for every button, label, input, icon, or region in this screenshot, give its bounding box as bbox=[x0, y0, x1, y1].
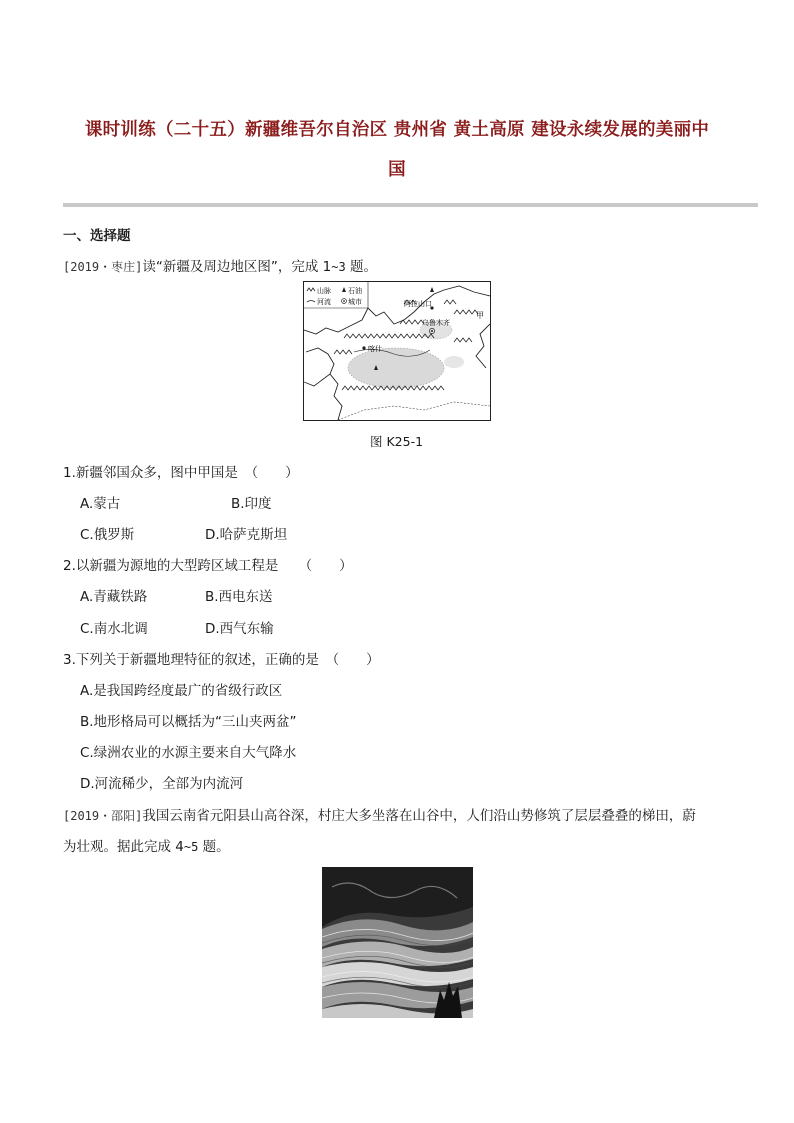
legend-oil: 石油 bbox=[348, 287, 362, 295]
map-caption: 图 K25-1 bbox=[370, 434, 424, 449]
intro-2-line-2 bbox=[63, 835, 230, 855]
q1-option-c: C.俄罗斯 bbox=[80, 527, 135, 543]
q3-option-b: B.地形格局可以概括为“三山夹两盆” bbox=[80, 714, 297, 730]
label-alashankou: 阿拉山口 bbox=[404, 300, 432, 308]
page-title bbox=[60, 110, 734, 190]
q2-option-a: A.青藏铁路 bbox=[80, 589, 148, 605]
question-1-stem: 1.新疆邻国众多，图中甲国是 （ ） bbox=[63, 465, 299, 481]
title-divider bbox=[63, 203, 758, 207]
map-drawing bbox=[304, 282, 490, 420]
terrace-photo bbox=[322, 867, 473, 1018]
question-3-stem: 3.下列关于新疆地理特征的叙述，正确的是 （ ） bbox=[63, 652, 380, 668]
q1-option-b: B.印度 bbox=[231, 496, 272, 512]
q1-option-d: D.哈萨克斯坦 bbox=[205, 527, 288, 543]
label-kashgar: 喀什 bbox=[368, 345, 382, 353]
terrace-photo-drawing bbox=[322, 867, 473, 1018]
legend-river: 河流 bbox=[317, 298, 331, 306]
intro-1-text-a: 读“新疆及周边地区图”，完成 1 bbox=[142, 259, 332, 275]
intro-2-text-a: 为壮观。据此完成 4 bbox=[63, 839, 184, 855]
intro-2-line-1 bbox=[63, 804, 696, 824]
source-tag-2: [2019・邵阳] bbox=[63, 809, 143, 823]
map-legend bbox=[304, 282, 368, 308]
title-line-2: 国 bbox=[388, 160, 406, 180]
intro-1-range: ~3 bbox=[331, 260, 346, 274]
q3-option-a: A.是我国跨经度最广的省级行政区 bbox=[80, 683, 283, 699]
intro-1 bbox=[63, 255, 377, 275]
xinjiang-map bbox=[303, 281, 491, 421]
intro-2-text-b: 题。 bbox=[198, 839, 230, 855]
q2-option-c: C.南水北调 bbox=[80, 621, 148, 637]
source-tag: [2019・枣庄] bbox=[63, 260, 143, 274]
q3-option-c: C.绿洲农业的水源主要来自大气降水 bbox=[80, 745, 297, 761]
legend-mountain: 山脉 bbox=[317, 287, 331, 295]
intro-2-text: 我国云南省元阳县山高谷深，村庄大多坐落在山谷中，人们沿山势修筑了层层叠叠的梯田，蔚 bbox=[142, 808, 696, 824]
section-heading: 一、选择题 bbox=[63, 228, 131, 244]
q2-option-b: B.西电东送 bbox=[205, 589, 273, 605]
intro-1-text-b: 题。 bbox=[345, 259, 377, 275]
title-line-1: 课时训练（二十五）新疆维吾尔自治区 贵州省 黄土高原 建设永续发展的美丽中 bbox=[84, 120, 710, 140]
legend-city: 城市 bbox=[348, 298, 362, 306]
q2-option-d: D.西气东输 bbox=[205, 621, 274, 637]
q1-option-a: A.蒙古 bbox=[80, 496, 121, 512]
label-jia: 甲 bbox=[476, 311, 484, 320]
intro-2-range: ~5 bbox=[183, 840, 199, 854]
label-urumqi: 乌鲁木齐 bbox=[422, 319, 450, 327]
question-2-stem: 2.以新疆为源地的大型跨区域工程是 （ ） bbox=[63, 558, 353, 574]
q3-option-d: D.河流稀少，全部为内流河 bbox=[80, 776, 244, 792]
